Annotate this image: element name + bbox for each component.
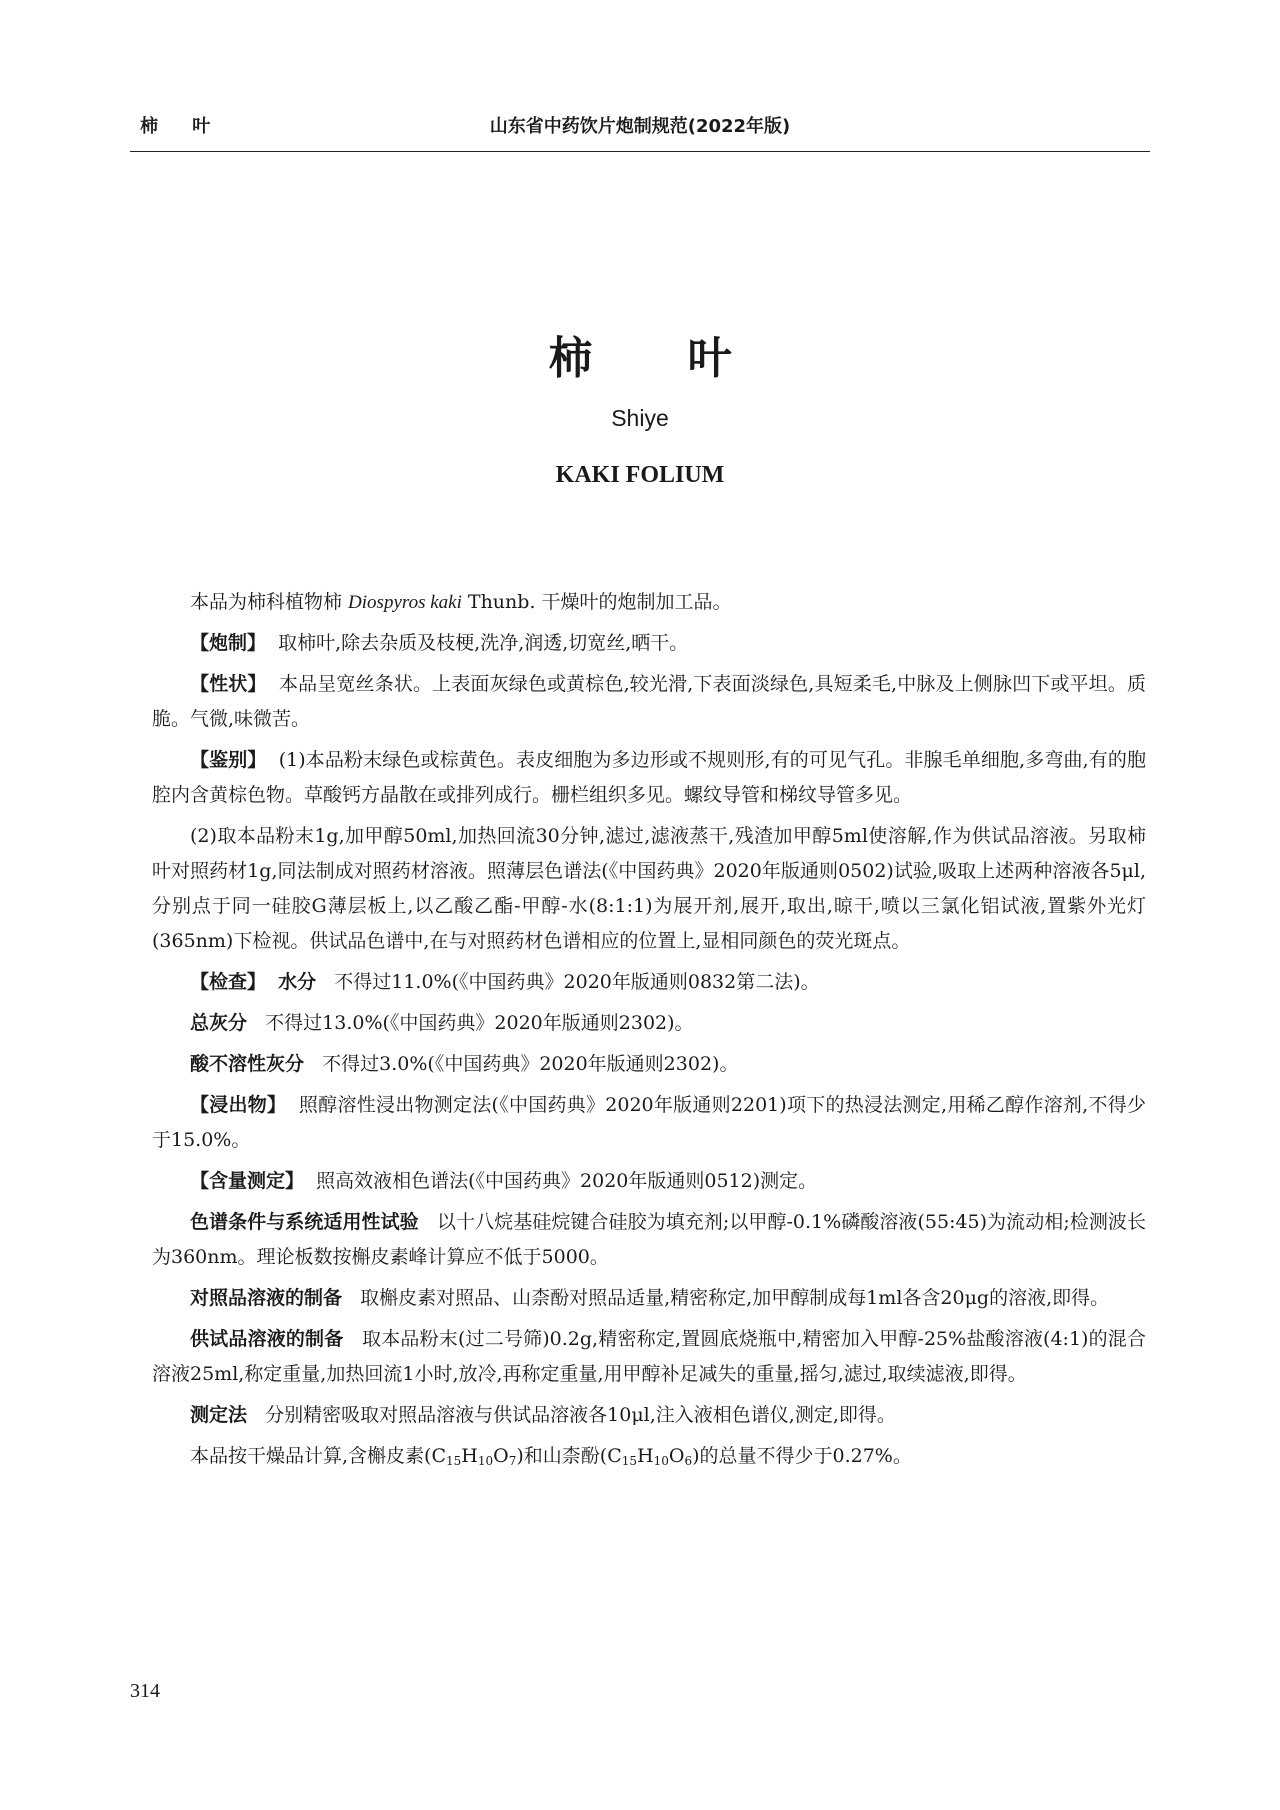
pinyin-name: Shiye <box>611 405 669 431</box>
reference-solution <box>152 1281 1146 1316</box>
total-ash-text: 不得过13.0%(《中国药典》2020年版通则2302)。 <box>265 1012 694 1034</box>
processing-paragraph <box>152 626 1146 661</box>
acid-ash-text: 不得过3.0%(《中国药典》2020年版通则2302)。 <box>322 1053 739 1075</box>
sample-solution <box>152 1322 1146 1392</box>
limit-text-end: )的总量不得少于0.27%。 <box>692 1445 912 1467</box>
reference-label: 对照品溶液的制备 <box>190 1287 343 1309</box>
water-label: 水分 <box>278 971 317 993</box>
sample-text: 取本品粉末(过二号筛)0.2g,精密称定,置圆底烧瓶中,精密加入甲醇-25%盐酸溶液(4:1)的混合溶液25ml,称定重量,加热回流1小时,放冷,再称定重量,用甲醇补足减失的重量,摇匀,滤过,取续滤液,即得。 <box>152 1328 1146 1385</box>
processing-label: 【炮制】 <box>190 632 267 654</box>
identification-paragraph-1 <box>152 743 1146 813</box>
extractives-label: 【浸出物】 <box>190 1094 287 1116</box>
water-text: 不得过11.0%(《中国药典》2020年版通则0832第二法)。 <box>334 971 820 993</box>
assay-text: 照高效液相色谱法(《中国药典》2020年版通则0512)测定。 <box>316 1170 818 1192</box>
sample-label: 供试品溶液的制备 <box>190 1328 344 1350</box>
extractives-paragraph <box>152 1088 1146 1158</box>
reference-text: 取槲皮素对照品、山柰酚对照品适量,精密称定,加甲醇制成每1ml各含20μg的溶液,即得。 <box>360 1287 1110 1309</box>
description-label: 【性状】 <box>190 673 267 695</box>
description-text: 本品呈宽丝条状。上表面灰绿色或黄棕色,较光滑,下表面淡绿色,具短柔毛,中脉及上侧脉凹下或平坦。质脆。气微,味微苦。 <box>152 673 1146 730</box>
determination-method <box>152 1398 1146 1433</box>
inspection-label: 【检查】 <box>190 971 267 993</box>
header-rule <box>130 151 1150 152</box>
page-title: 柿 叶 <box>548 333 772 384</box>
limit-text-mid: )和山柰酚( <box>516 1445 608 1467</box>
content-limit <box>152 1439 1146 1474</box>
species-name: Diospyros kaki <box>348 592 462 613</box>
monograph-body <box>152 585 1146 1480</box>
header-book-title: 山东省中药饮片炮制规范(2022年版) <box>489 116 791 137</box>
latin-name: KAKI FOLIUM <box>555 462 725 488</box>
intro-text-tail: Thunb. 干燥叶的炮制加工品。 <box>461 591 732 613</box>
kaempferol-formula: $C_{15}H_{10}O_6$ <box>607 1445 693 1468</box>
running-header <box>130 112 1150 148</box>
method-label: 测定法 <box>190 1404 248 1426</box>
description-paragraph <box>152 667 1146 737</box>
assay-label: 【含量测定】 <box>190 1170 305 1192</box>
intro-text: 本品为柿科植物柿 <box>190 591 349 613</box>
processing-text: 取柿叶,除去杂质及枝梗,洗净,润透,切宽丝,晒干。 <box>278 632 689 654</box>
identification-text-2: (2)取本品粉末1g,加甲醇50ml,加热回流30分钟,滤过,滤液蒸干,残渣加甲醇5ml使溶解,作为供试品溶液。另取柿叶对照药材1g,同法制成对照药材溶液。照薄层色谱法(《中国药典》2020年版通则0502)试验,吸取上述两种溶液各5μl,分别点于同一硅胶G薄层板上,以乙酸乙酯-甲醇-水(8:1:1)为展开剂,展开,取出,晾干,喷以三氯化铝试液,置紫外光灯(365nm)下检视。供试品色谱中,在与对照药材色谱相应的位置上,显相同颜色的荧光斑点。 <box>152 825 1146 952</box>
method-text: 分别精密吸取对照品溶液与供试品溶液各10μl,注入液相色谱仪,测定,即得。 <box>265 1404 896 1426</box>
acid-ash-label: 酸不溶性灰分 <box>190 1053 305 1075</box>
identification-paragraph-2 <box>152 819 1146 959</box>
page-number: 314 <box>130 1680 160 1702</box>
header-section-name: 柿 叶 <box>140 116 225 137</box>
inspection-water <box>152 965 1146 1000</box>
chromatographic-conditions <box>152 1205 1146 1275</box>
conditions-text: 以十八烷基硅烷键合硅胶为填充剂;以甲醇-0.1%磷酸溶液(55:45)为流动相;检测波长为360nm。理论板数按槲皮素峰计算应不低于5000。 <box>152 1211 1146 1268</box>
assay-paragraph <box>152 1164 1146 1199</box>
conditions-label: 色谱条件与系统适用性试验 <box>190 1211 419 1233</box>
limit-text-start: 本品按干燥品计算,含槲皮素( <box>190 1445 432 1467</box>
quercetin-formula: $C_{15}H_{10}O_7$ <box>431 1445 517 1468</box>
inspection-acid-ash <box>152 1047 1146 1082</box>
intro-paragraph <box>152 585 1146 620</box>
extractives-text: 照醇溶性浸出物测定法(《中国药典》2020年版通则2201)项下的热浸法测定,用稀乙醇作溶剂,不得少于15.0%。 <box>152 1094 1146 1151</box>
identification-label: 【鉴别】 <box>190 749 267 771</box>
total-ash-label: 总灰分 <box>190 1012 248 1034</box>
inspection-total-ash <box>152 1006 1146 1041</box>
identification-text-1: (1)本品粉末绿色或棕黄色。表皮细胞为多边形或不规则形,有的可见气孔。非腺毛单细胞,多弯曲,有的胞腔内含黄棕色物。草酸钙方晶散在或排列成行。栅栏组织多见。螺纹导管和梯纹导管多见。 <box>152 749 1146 806</box>
